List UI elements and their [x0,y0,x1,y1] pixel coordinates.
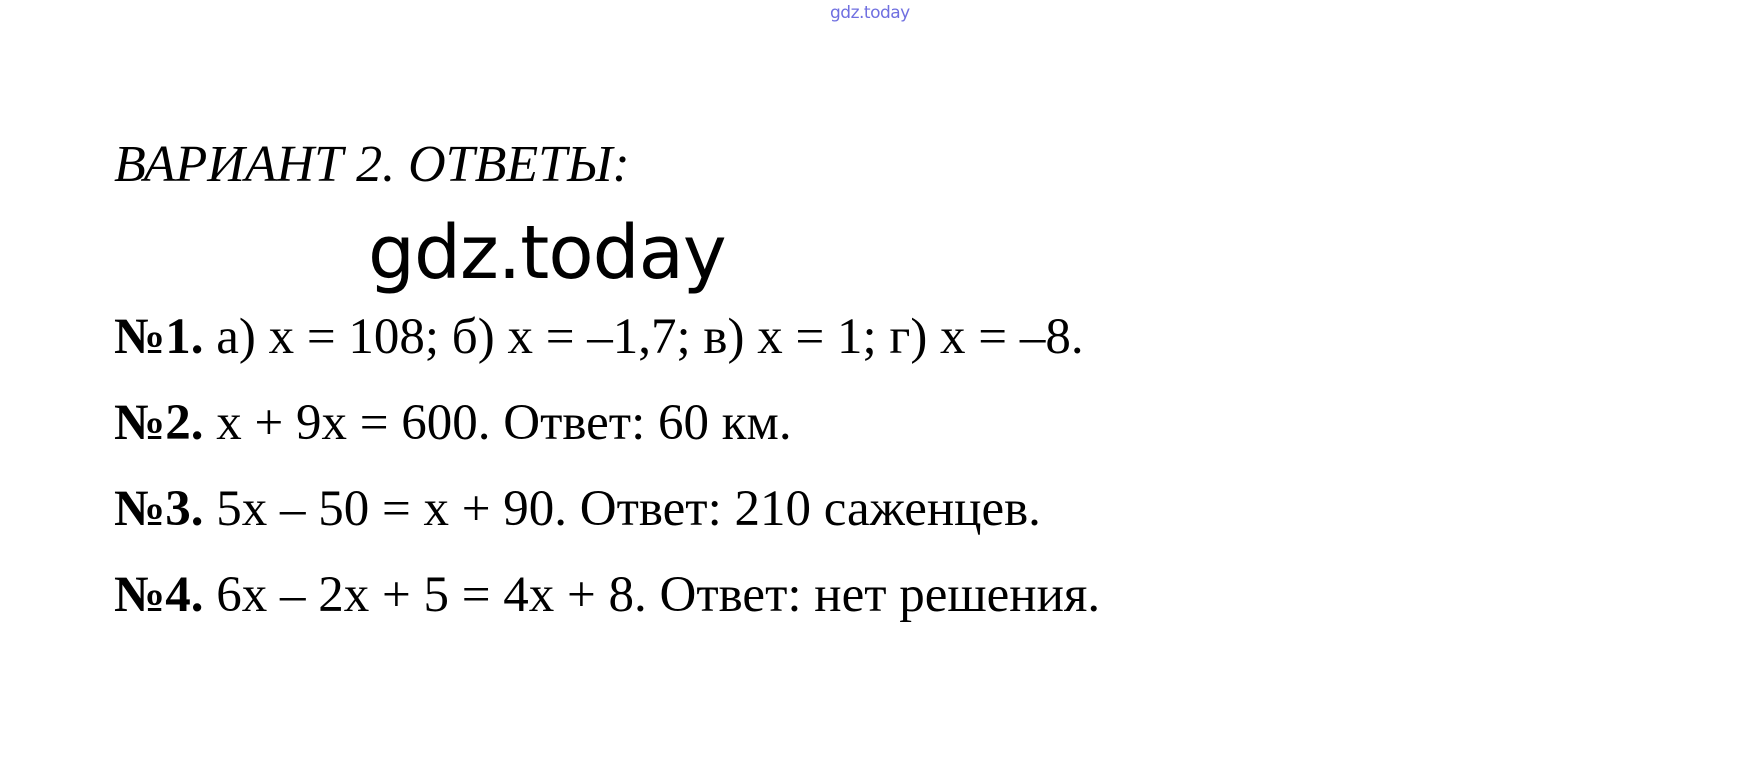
answer-text: x + 9x = 600. Ответ: 60 км. [216,395,792,451]
page-title: ВАРИАНТ 2. ОТВЕТЫ: [114,136,630,193]
answer-number: №3. [114,481,204,537]
watermark-mid: gdz.today [368,210,726,296]
answer-item-3 [114,481,1041,537]
answer-text: а) x = 108; б) x = –1,7; в) x = 1; г) x = –8. [216,309,1084,365]
answer-item-1 [114,309,1084,365]
watermark-top: gdz.today [830,3,910,23]
answer-number: №4. [114,567,204,623]
answer-text: 5x – 50 = x + 90. Ответ: 210 саженцев. [216,481,1041,537]
answer-item-4 [114,567,1101,623]
answer-item-2 [114,395,792,451]
answer-number: №1. [114,309,204,365]
answer-text: 6x – 2x + 5 = 4x + 8. Ответ: нет решения. [216,567,1101,623]
answer-number: №2. [114,395,204,451]
